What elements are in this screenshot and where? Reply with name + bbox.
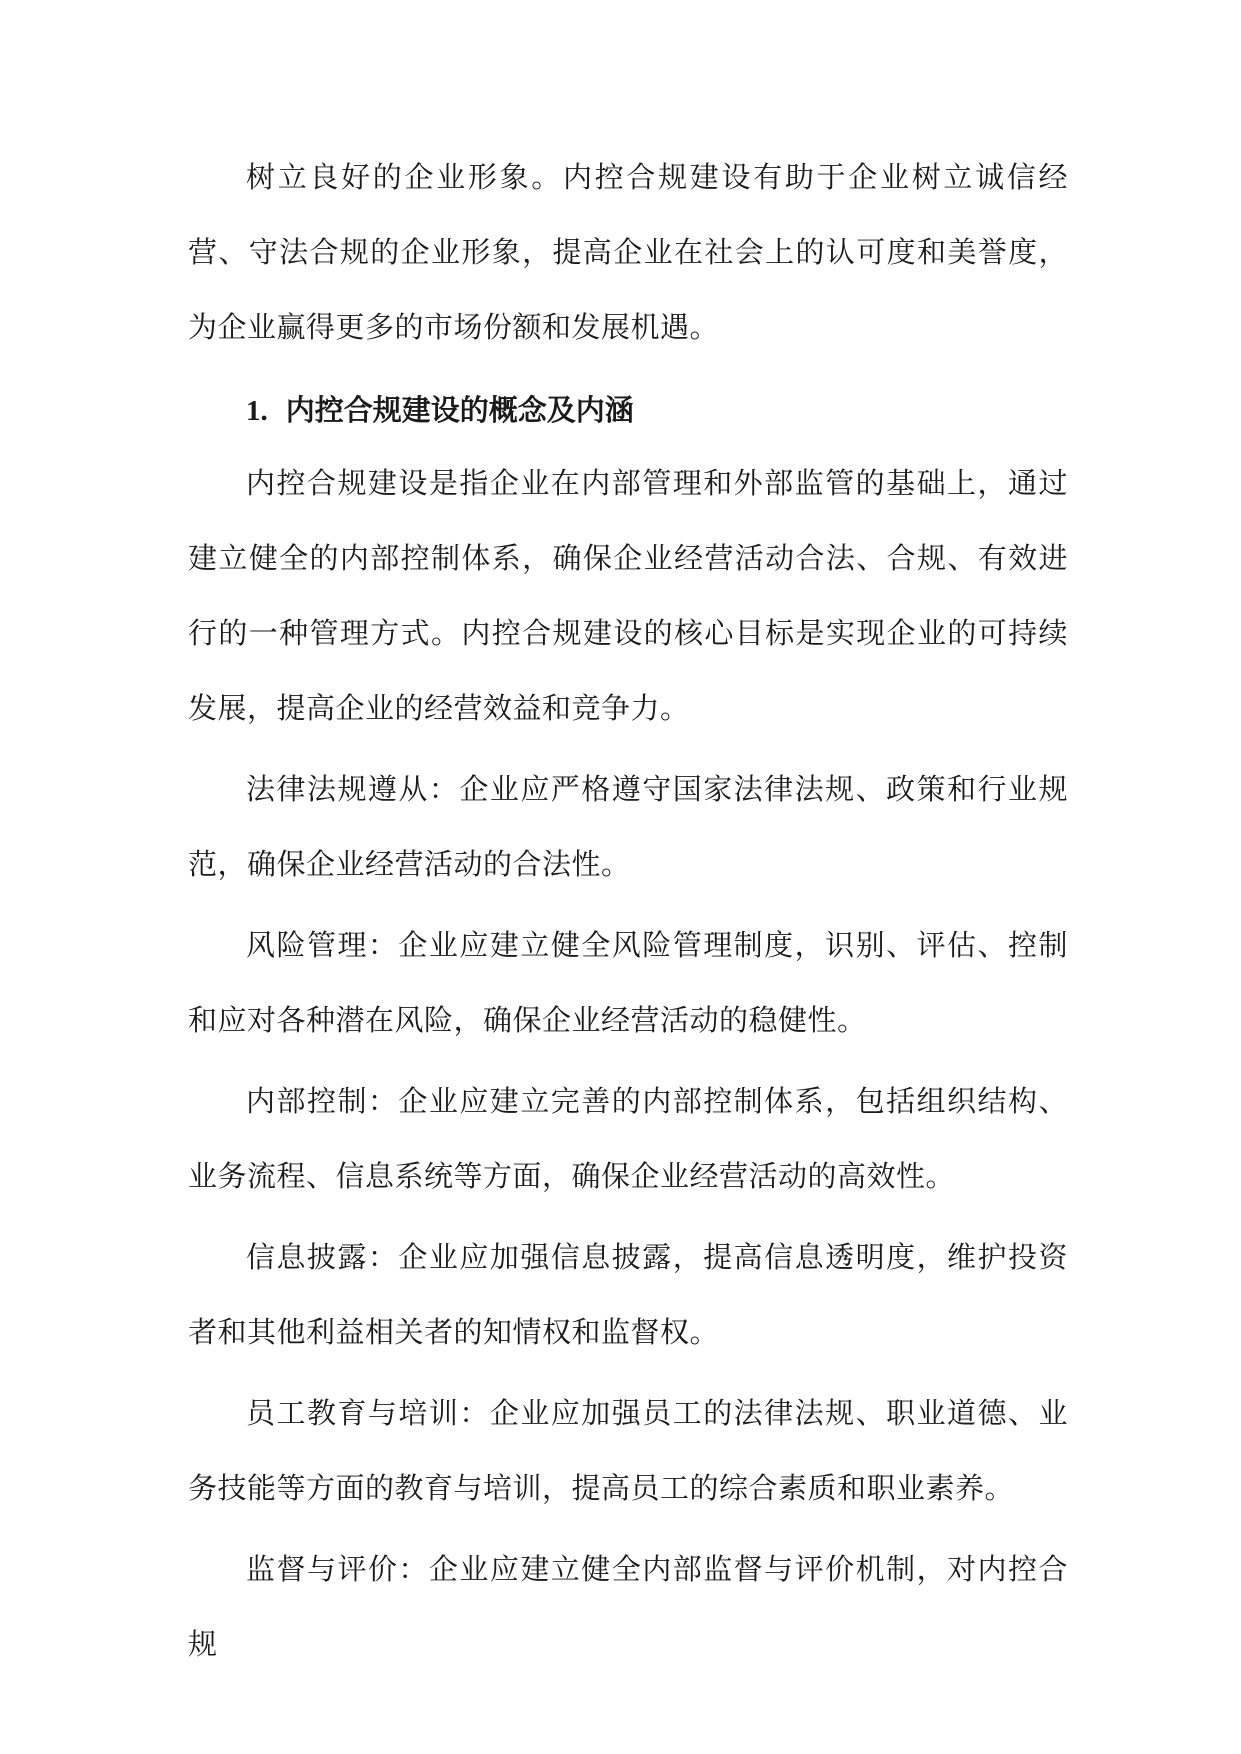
paragraph-legal-compliance: 法律法规遵从：企业应严格遵守国家法律法规、政策和行业规范，确保企业经营活动的合法性。 [188,772,1068,881]
section-heading [188,375,1068,446]
paragraph-risk-management: 风险管理：企业应建立健全风险管理制度，识别、评估、控制和应对各种潜在风险，确保企业经营活动的稳健性。 [188,928,1068,1037]
paragraph-intro: 树立良好的企业形象。内控合规建设有助于企业树立诚信经营、守法合规的企业形象，提高企业在社会上的认可度和美誉度，为企业赢得更多的市场份额和发展机遇。 [188,160,1068,344]
paragraph-employee-training: 员工教育与培训：企业应加强员工的法律法规、职业道德、业务技能等方面的教育与培训，提高员工的综合素质和职业素养。 [188,1396,1068,1505]
paragraph-information-disclosure: 信息披露：企业应加强信息披露，提高信息透明度，维护投资者和其他利益相关者的知情权和监督权。 [188,1240,1068,1349]
paragraph-internal-control: 内部控制：企业应建立完善的内部控制体系，包括组织结构、业务流程、信息系统等方面，确保企业经营活动的高效性。 [188,1084,1068,1193]
document-body [188,140,1068,1688]
paragraph-supervision-evaluation: 监督与评价：企业应建立健全内部监督与评价机制，对内控合规 [188,1552,1068,1661]
paragraph-definition: 内控合规建设是指企业在内部管理和外部监管的基础上，通过建立健全的内部控制体系，确保企业经营活动合法、合规、有效进行的一种管理方式。内控合规建设的核心目标是实现企业的可持续发展，提高企业的经营效益和竞争力。 [188,466,1068,725]
section-title: 内控合规建设的概念及内涵 [285,393,634,427]
section-number: 1. [246,395,268,427]
